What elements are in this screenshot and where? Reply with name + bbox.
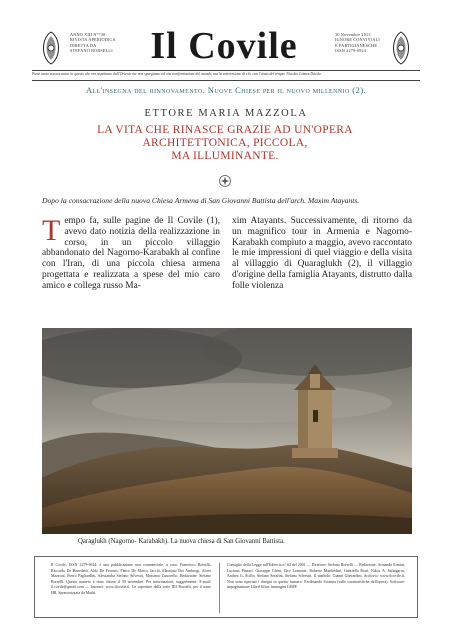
article-author: ETTORE MARIA MAZZOLA: [144, 108, 308, 119]
director-name: STEFANO BORSELLI: [70, 48, 113, 54]
right-ornament-icon: [386, 30, 416, 66]
masthead-rule: [32, 70, 420, 71]
drop-cap: T: [42, 214, 61, 247]
masthead: [36, 26, 416, 70]
tagline-2: E PARTIGIANESCHE: [335, 42, 378, 48]
masthead-motto: Punti tanto trascurantur in questo che ora aspettano dall'Oriente me non spargiamo ed ora trasformazioni del mondo, ma la conversione di ciò, con l'aiuto del tempo. Nicolás Gómez Dávila: [32, 72, 321, 76]
fleuron-icon: [218, 174, 232, 188]
tagline-1: IGNORE CONVIVIALI: [335, 37, 380, 43]
masthead-left-info: [70, 32, 116, 54]
colophon-divider: [219, 563, 220, 613]
issue-number: ANNO XIII N°738: [70, 32, 106, 37]
body-text: xim Atayants. Successivamente, di ritorno da un magnifico tour in Armenia e Nagorno-Karabakh compiuto a maggio, avevo raccontato le mie impressioni di quel viaggio e della visita al villaggio di Quaraglukh (2), il villaggio d'origine della famiglia Atayants, distrutto dalla folle violenza: [232, 216, 412, 291]
issn: ISSN 2279-6924: [335, 48, 367, 54]
colophon-left: Il Covile, ISSN 2279-6924, è una pubblicazione non commerciale, a cura: Francesco Borselli, Riccardo De Benedetti, Aldo De Ferraris, Pietro De Marco, Iacchi, Massimo Dei Ambrogi, Alceo Mazzoni, Pietro Pagliardini, Alessandra Stefano Silvestri, Massimo Zanovello. Redazione: Stefano Borselli. Questo numero è stato chiuso il 30 novembre. Per informazioni, suggerimenti: E-mail: il.covile@gmail.com — Internet: www.ilcovile.it. Le copertine della serie IIII Borselli, per il nano HB. Sponsorizzata da Mathi.: [51, 563, 211, 595]
headline-line: LA VITA CHE RINASCE GRAZIE AD UN'OPERA: [97, 124, 353, 136]
colophon-box: [34, 556, 418, 618]
article-headline: [60, 124, 390, 163]
body-text: empo fa, sulle pagine de Il Covile (1), avevo dato notizia della realizzazione in corso, in un piccolo villaggio abbandonato del Nagorno-Karabakh al confine con l'Iran, di una piccola chiesa armena progettata e realizzata a spese del mio caro amico e collega russo Ma-: [42, 216, 220, 291]
body-column-2: [232, 216, 412, 292]
headline-line: MA ILLUMINANTE.: [171, 150, 279, 162]
body-column-1: [42, 216, 220, 292]
directed-by-label: DIRETTA DA: [70, 42, 97, 48]
left-ornament-icon: [36, 30, 66, 66]
colophon-right: Consiglio della Legge sull'Editoria n° 62 del 2001 — Direttore: Stefano Borselli — Redazione: Armando Ermini, Luciano Pinzari, Giuseppe Ghini, Ciro Lomonte, Roberto Manfredini, Gabriella Rouf, Nikos A. Salingaros, Andrea G. Sciffo, Stefano Serafini, Stefano Silvestri. Il simbolo: Gianni Gherardini. Archivio: www.ilcovile.it. Non sono riportati i disegni in questo numero: Ferdinando Scianna (sulle caratteristiche dell'opera). Software: impaginazione LibreOffice, immagini GIMP.: [227, 563, 405, 590]
masthead-right-info: [335, 32, 380, 54]
photo-caption: Qaraglukh (Nagorno- Karabakh). La nuova chiesa di San Giovanni Battista.: [78, 538, 285, 545]
headline-line: ARCHITETTONICA, PICCOLA,: [142, 137, 308, 149]
issue-date: 30 Novembre 2013: [335, 32, 371, 37]
series-kicker: All'insegna del rinnovamento. Nuove Chiese per il nuovo millennio (2).: [85, 85, 367, 95]
magazine-title: Il Covile: [150, 25, 298, 67]
motto-rule: [32, 80, 420, 81]
church-photo: [42, 328, 412, 534]
publication-type: RIVISTA APERIODICA: [70, 37, 116, 43]
article-intro: Dopo la consacrazione della nuova Chiesa Armena di San Giovanni Battista dell'arch. Maxim Atayants.: [42, 196, 360, 205]
